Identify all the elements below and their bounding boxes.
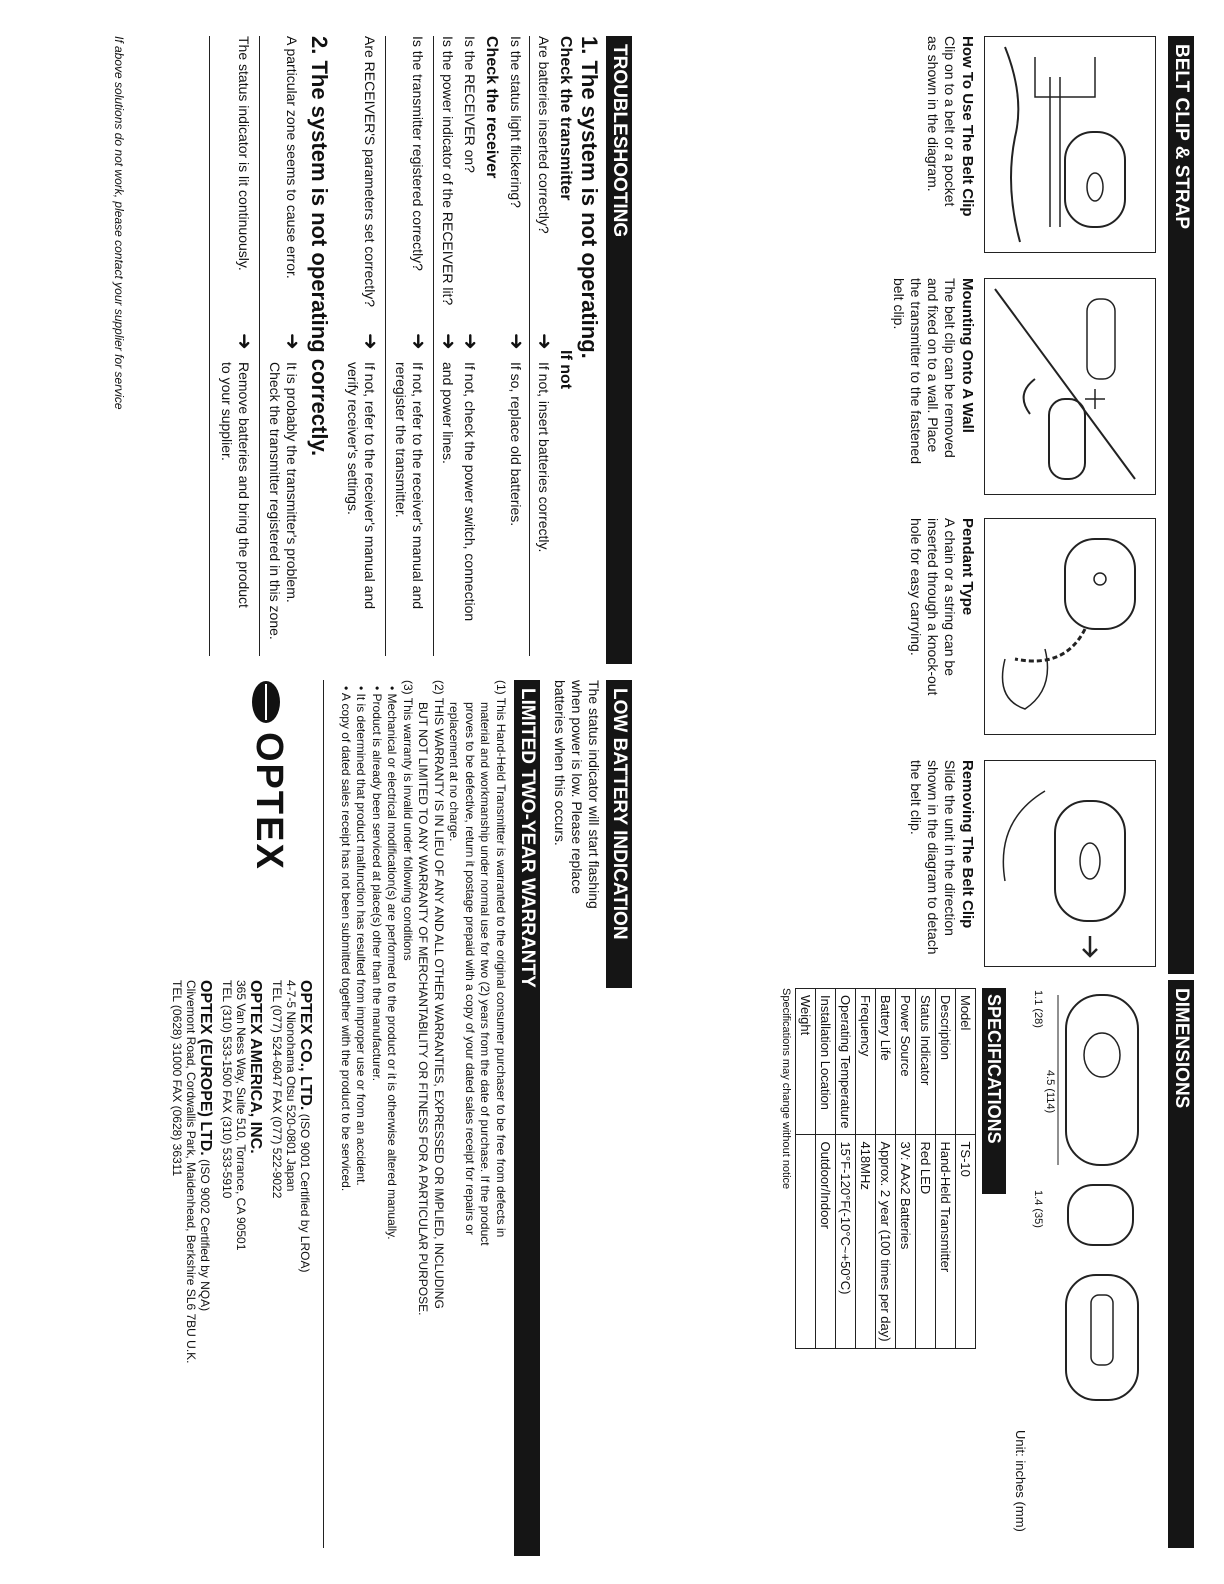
spec-value: Outdoor/Indoor (816, 1135, 836, 1348)
warranty-line: (1) This Hand-Held Transmitter is warranted to the original consumer purchaser to be free from defects in (494, 680, 508, 1238)
optex-logo (234, 680, 294, 950)
spec-label: Power Source (896, 989, 916, 1135)
spec-value (796, 1135, 816, 1348)
trouble-answer: If not, check the power switch, connection (462, 362, 478, 622)
warranty-line: replacement at no charge. (447, 702, 462, 842)
trouble-question: Are batteries inserted correctly? (536, 36, 552, 234)
dimension-width-label: 4.5 (114) (1044, 1070, 1056, 1114)
wall-mount-figure (984, 278, 1156, 495)
specifications-table (795, 988, 976, 1349)
trouble-answer: Remove batteries and bring the product (236, 362, 252, 608)
dimension-thick-label: 1.1 (28) (1032, 990, 1044, 1028)
warranty-line: • A copy of dated sales receipt has not been submitted together with the product to be serviced. (339, 686, 353, 1192)
low-battery-line: when power is low. Please replace (569, 680, 585, 895)
spec-row (876, 989, 896, 1349)
pendant-figure (984, 518, 1156, 735)
right-arrow-icon: ➜ (233, 333, 255, 350)
caption-line: Slide the unit in the direction (942, 760, 958, 936)
office-line: TEL (077) 524-6047 FAX (077) 522-9022 (270, 980, 284, 1199)
caption-title: Pendant Type (959, 518, 976, 616)
warranty-line: BUT NOT LIMITED TO ANY WARRANTY OF MERCHANTABILITY OR FITNESS FOR A PARTICULAR PURPOSE. (416, 702, 431, 1316)
office-europe (170, 980, 212, 1364)
spec-value: 3V: AAx2 Batteries (896, 1135, 916, 1348)
spec-label: Weight (796, 989, 816, 1135)
spec-label: Status Indicator (916, 989, 936, 1135)
sub-receiver: Check the receiver (483, 36, 500, 179)
spec-row (916, 989, 936, 1349)
caption-line: Clip on to a belt or a pocket (942, 36, 958, 207)
right-arrow-icon: ➜ (407, 333, 429, 350)
spec-row (936, 989, 956, 1349)
right-arrow-icon: ➜ (459, 333, 481, 350)
caption-line: inserted through a knock-out (925, 518, 941, 696)
spec-row (956, 989, 976, 1349)
office-japan (270, 980, 312, 1272)
trouble-answer: If not, insert batteries correctly. (536, 362, 552, 553)
right-arrow-icon: ➜ (281, 333, 303, 350)
section2-title: 2. The system is not operating correctly. (307, 36, 332, 457)
trouble-answer: reregister the transmitter. (393, 362, 409, 518)
office-line: Clivemont Road, Cordwallis Park, Maidenhead, Berkshire SL6 7BU U.K. (184, 980, 198, 1364)
spec-label: Installation Location (816, 989, 836, 1135)
office-name: OPTEX CO., LTD. (297, 980, 314, 1111)
warranty-line: proves to be defective, return it postage prepaid with a copy of your dated sales receipt for repairs or (463, 702, 477, 1235)
warranty-line: material and workmanship under normal use for two (2) years from the date of purchase. If the product (478, 702, 493, 1246)
spec-label: Description (936, 989, 956, 1135)
low-battery-text (551, 680, 602, 980)
troubleshooting-footer: If above solutions do not work, please contact your supplier for service (112, 36, 126, 410)
dimensions-heading: DIMENSIONS (1168, 980, 1194, 1548)
row-divider (259, 36, 260, 656)
right-arrow-icon: ➜ (359, 333, 381, 350)
trouble-question: Is the status light flickering? (508, 36, 524, 208)
caption-title: Removing The Belt Clip (959, 760, 976, 929)
trouble-question: Is the power indicator of the RECEIVER lit? (440, 36, 456, 306)
caption-line: hole for easy carrying. (908, 518, 924, 656)
caption-pendant (907, 518, 976, 748)
caption-title: Mounting Onto A Wall (959, 278, 976, 433)
belt-clip-heading: BELT CLIP & STRAP (1168, 36, 1194, 974)
low-battery-heading: LOW BATTERY INDICATION (606, 680, 632, 988)
trouble-answer: If not, refer to the receiver's manual and (410, 362, 426, 610)
caption-line: and fixed on to a wall. Place (925, 278, 941, 453)
spec-value: Approx. 2 year (100 times per day) (876, 1135, 896, 1348)
if-not-label: If not (557, 350, 574, 390)
trouble-question: Is the RECEIVER on? (462, 36, 478, 173)
trouble-answer: It is probably the transmitter's problem. (284, 362, 300, 603)
row-divider (385, 36, 386, 656)
warranty-line: • It is determined that product malfunction has resulted from improper use or from an accident. (354, 686, 369, 1186)
caption-belt-clip (924, 36, 976, 266)
trouble-answer: and power lines. (440, 362, 456, 464)
spec-row (836, 989, 856, 1349)
office-line: TEL (310) 533-1500 FAX (310) 533-5910 (220, 980, 234, 1199)
right-arrow-icon: ➜ (437, 333, 459, 350)
office-name: OPTEX (EUROPE) LTD. (197, 980, 214, 1156)
trouble-answer: to your supplier. (219, 362, 235, 461)
warranty-line: (2) THIS WARRANTY IS IN LIEU OF ANY AND ALL OTHER WARRANTIES, EXPRESSED OR IMPLIED, INCLUDING (432, 680, 446, 1309)
caption-line: shown in the diagram to detach (925, 760, 941, 955)
optex-logo-text: OPTEX (248, 732, 290, 871)
warranty-text (338, 680, 509, 1550)
caption-wall-mount (890, 278, 976, 508)
warranty-line: • Mechanical or electrical modification(s) are performed to the product or it is otherwise altered manually. (385, 686, 400, 1240)
trouble-question: Is the transmitter registered correctly? (410, 36, 426, 271)
trouble-question: The status indicator is lit continuously. (236, 36, 252, 271)
low-battery-line: batteries when this occurs. (552, 680, 568, 846)
office-name: OPTEX AMERICA, INC. (247, 980, 264, 1154)
caption-line: belt clip. (891, 278, 907, 330)
spec-row (816, 989, 836, 1349)
right-arrow-icon: ➜ (533, 333, 555, 350)
sub-transmitter: Check the transmitter (557, 36, 574, 201)
low-battery-line: The status indicator will start flashing (586, 680, 602, 909)
caption-line: as shown in the diagram. (925, 36, 941, 192)
troubleshooting-heading: TROUBLESHOOTING (606, 36, 632, 664)
caption-line: The belt clip can be removed (942, 278, 958, 458)
section1-title: 1. The system is not operating. (577, 36, 602, 359)
spec-label: Operating Temperature (836, 989, 856, 1135)
office-line: TEL (0628) 31000 FAX (0628) 36311 (170, 980, 184, 1177)
dimension-side-label: 1.4 (35) (1032, 1190, 1044, 1228)
optex-logo-mark (244, 680, 288, 724)
trouble-answer: verify receiver's settings. (345, 362, 361, 515)
office-line: 4-7-5 Nionohama Otsu 520-0801 Japan (284, 980, 298, 1192)
caption-line: the belt clip. (908, 760, 924, 835)
spec-value: 418MHz (856, 1135, 876, 1348)
spec-note: Specifications may change without notice (780, 988, 792, 1190)
row-divider (529, 36, 530, 656)
office-america (220, 980, 262, 1250)
dimensions-drawing (1008, 985, 1158, 1405)
trouble-question: A particular zone seems to cause error. (284, 36, 300, 279)
office-line: 365 Van Ness Way, Suite 510, Torrance, CA 90501 (234, 980, 248, 1251)
belt-clip-figure (984, 36, 1156, 253)
trouble-question: Are RECEIVER'S parameters set correctly? (362, 36, 378, 308)
spec-value: 15°F-120°F(-10°C~+50°C) (836, 1135, 856, 1348)
row-divider (433, 36, 434, 656)
warranty-heading: LIMITED TWO-YEAR WARRANTY (514, 680, 540, 1556)
specifications-heading: SPECIFICATIONS (982, 988, 1006, 1194)
right-arrow-icon: ➜ (505, 333, 527, 350)
remove-clip-figure (984, 760, 1156, 967)
spec-label: Model (956, 989, 976, 1135)
warranty-line: (3) This warranty is invalid under following conditions (401, 680, 415, 961)
spec-label: Frequency (856, 989, 876, 1135)
caption-title: How To Use The Belt Clip (959, 36, 976, 217)
spec-label: Battery Life (876, 989, 896, 1135)
caption-line: A chain or a string can be (942, 518, 958, 676)
dimension-unit: Unit: inches (mm) (1013, 1430, 1028, 1532)
spec-row (896, 989, 916, 1349)
warranty-divider (323, 680, 324, 1548)
caption-line: the transmitter to the fastened (908, 278, 924, 464)
warranty-line: • Product is already been serviced at place(s) other than the manufacturer. (370, 686, 384, 1082)
trouble-answer: If so, replace old batteries. (508, 362, 524, 527)
caption-remove-clip (907, 760, 976, 990)
office-cert: (ISO 9002 Certified by NQA) (198, 1159, 212, 1312)
trouble-answer: If not, refer to the receiver's manual and (362, 362, 378, 610)
trouble-answer: Check the transmitter registered in this zone. (267, 362, 283, 640)
spec-value: Hand-Held Transmitter (936, 1135, 956, 1348)
row-divider (209, 36, 210, 656)
spec-row (856, 989, 876, 1349)
office-cert: (ISO 9001 Certified by LROA) (298, 1113, 312, 1273)
spec-row (796, 989, 816, 1349)
spec-value: TS-10 (956, 1135, 976, 1348)
spec-value: Red LED (916, 1135, 936, 1348)
